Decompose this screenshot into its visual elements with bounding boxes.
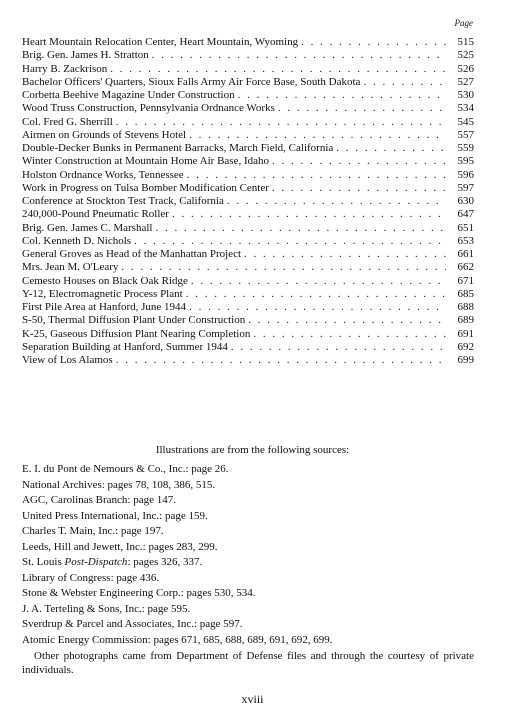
dot-leader	[253, 328, 446, 341]
dot-leader	[272, 182, 446, 195]
dot-leader	[238, 89, 446, 102]
illustration-title: Winter Construction at Mountain Home Air Base, Idaho	[22, 155, 270, 168]
illustration-page: 526	[457, 62, 474, 75]
dot-leader	[227, 195, 446, 208]
illustration-entry	[22, 314, 474, 327]
illustration-title: Col. Kenneth D. Nichols	[22, 234, 132, 247]
illustration-page: 595	[457, 155, 474, 168]
illustration-title: View of Los Alamos	[22, 354, 113, 366]
source-text: Charles T. Main, Inc.: page 197.	[22, 525, 164, 537]
illustration-page: 671	[457, 274, 474, 287]
illustration-page: 596	[457, 168, 474, 181]
illustration-entry	[22, 76, 474, 89]
source-entry	[22, 571, 477, 587]
source-entry	[22, 633, 477, 649]
illustration-page: 647	[457, 208, 474, 221]
illustration-title: Airmen on Grounds of Stevens Hotel	[22, 128, 187, 141]
illustration-entry	[22, 182, 474, 195]
page-number: xviii	[241, 692, 264, 706]
illustration-entry	[22, 129, 474, 142]
dot-leader	[121, 261, 446, 274]
source-text: E. I. du Pont de Nemours & Co., Inc.: page 26.	[22, 463, 229, 475]
source-entry	[22, 602, 477, 618]
illustration-page: 534	[457, 102, 474, 115]
illustration-entry	[22, 341, 474, 354]
illustration-entry	[22, 275, 474, 288]
illustration-title: Corbetta Beehive Magazine Under Construction	[22, 89, 235, 101]
dot-leader	[336, 142, 446, 155]
source-text: Library of Congress: page 436.	[22, 571, 160, 584]
sources-heading: Illustrations are from the following sources:	[155, 444, 350, 456]
illustration-page: 630	[457, 195, 474, 207]
dot-leader	[110, 63, 446, 76]
illustration-entry	[22, 208, 474, 221]
illustration-page: 692	[457, 340, 474, 353]
illustration-page: 653	[457, 234, 474, 247]
dot-leader	[191, 275, 446, 288]
illustration-title: Y-12, Electromagnetic Process Plant	[22, 287, 183, 300]
illustration-entry	[22, 36, 474, 49]
illustration-title: Holston Ordnance Works, Tennessee	[22, 168, 184, 181]
dot-leader	[248, 314, 446, 327]
dot-leader	[301, 36, 446, 49]
illustration-title: S-50, Thermal Diffusion Plant Under Construction	[22, 314, 246, 327]
illustration-entry	[22, 102, 474, 115]
dot-leader	[186, 288, 446, 301]
source-text: AGC, Carolinas Branch: page 147.	[22, 494, 176, 506]
source-text: Sverdrup & Parcel and Associates, Inc.: page 597.	[22, 618, 243, 630]
illustration-title: Bachelor Officers' Quarters, Sioux Falls Army Air Force Base, South Dakota	[22, 75, 361, 88]
illustration-title: Cemesto Houses on Black Oak Ridge	[22, 274, 188, 287]
source-text: National Archives: pages 78, 108, 386, 515.	[22, 478, 216, 491]
source-entry	[22, 524, 477, 540]
illustration-page: 545	[457, 115, 474, 128]
illustration-title: Brig. Gen. James H. Stratton	[22, 49, 149, 62]
illustration-page: 662	[457, 261, 474, 274]
illustration-page: 651	[457, 221, 474, 234]
illustration-title: Work in Progress on Tulsa Bomber Modification Center	[22, 181, 269, 194]
illustration-title: General Groves as Head of the Manhattan Project	[22, 248, 242, 260]
illustration-page: 515	[457, 36, 474, 48]
illustration-title: Conference at Stockton Test Track, California	[22, 195, 224, 207]
illustration-entry	[22, 301, 474, 314]
illustration-title: Col. Fred G. Sherrill	[22, 115, 113, 128]
illustration-entry	[22, 235, 474, 248]
illustration-title: Separation Building at Hanford, Summer 1944	[22, 340, 228, 353]
dot-leader	[231, 341, 446, 354]
source-entry	[22, 540, 477, 556]
illustration-title: Double-Decker Bunks in Permanent Barracks, March Field, California	[22, 142, 334, 154]
illustrations-list	[22, 36, 474, 367]
illustration-title: First Pile Area at Hanford, June 1944	[22, 301, 187, 313]
source-entry	[22, 493, 477, 509]
dot-leader	[116, 354, 446, 367]
illustration-page: 559	[457, 142, 474, 154]
dot-leader	[155, 222, 446, 235]
illustration-page: 699	[457, 354, 474, 366]
dot-leader	[187, 169, 446, 182]
source-text: J. A. Terteling & Sons, Inc.: page 595.	[22, 602, 191, 615]
dot-leader	[363, 76, 446, 89]
source-entry	[22, 586, 477, 602]
illustration-title: 240,000-Pound Pneumatic Roller	[22, 208, 169, 221]
dot-leader	[278, 102, 446, 115]
illustration-entry	[22, 195, 474, 208]
illustration-entry	[22, 261, 474, 274]
illustration-entry	[22, 328, 474, 341]
closing-note: Other photographs came from Department of Defense files and through the courtesy of private individuals.	[22, 650, 474, 676]
source-entry	[22, 617, 477, 633]
illustration-entry	[22, 248, 474, 261]
illustration-page: 685	[457, 287, 474, 300]
illustration-page: 661	[457, 248, 474, 260]
source-entry	[22, 509, 477, 525]
illustration-entry	[22, 169, 474, 182]
source-text: United Press International, Inc.: page 159.	[22, 509, 208, 522]
source-entry	[22, 555, 477, 571]
source-italic-title: Post-Dispatch	[64, 556, 128, 568]
illustration-entry	[22, 142, 474, 155]
dot-leader	[172, 208, 446, 221]
illustration-entry	[22, 155, 474, 168]
source-text: Atomic Energy Commission: pages 671, 685, 688, 689, 691, 692, 699.	[22, 633, 333, 646]
illustration-entry	[22, 89, 474, 102]
dot-leader	[152, 49, 446, 62]
illustration-title: Wood Truss Construction, Pennsylvania Ordnance Works	[22, 102, 275, 115]
source-text: : pages 326, 337.	[127, 556, 203, 568]
illustration-entry	[22, 63, 474, 76]
illustration-title: Mrs. Jean M. O'Leary	[22, 261, 119, 274]
sources-list	[22, 462, 477, 648]
illustration-title: Brig. Gen. James C. Marshall	[22, 221, 153, 234]
illustration-page: 525	[457, 49, 474, 62]
illustration-title: Heart Mountain Relocation Center, Heart Mountain, Wyoming	[22, 36, 299, 48]
dot-leader	[272, 155, 446, 168]
source-entry	[22, 478, 477, 494]
illustration-page: 530	[457, 89, 474, 101]
illustration-entry	[22, 354, 474, 367]
dot-leader	[189, 301, 446, 314]
illustration-page: 597	[457, 181, 474, 194]
dot-leader	[134, 235, 446, 248]
illustration-page: 527	[457, 75, 474, 88]
illustration-entry	[22, 222, 474, 235]
illustration-title: K-25, Gaseous Diffusion Plant Nearing Completion	[22, 327, 251, 340]
dot-leader	[189, 129, 446, 142]
illustration-title: Harry B. Zackrison	[22, 62, 108, 75]
dot-leader	[244, 248, 446, 261]
illustration-entry	[22, 49, 474, 62]
illustration-page: 557	[457, 128, 474, 141]
illustration-page: 688	[457, 301, 474, 313]
illustration-page: 691	[457, 327, 474, 340]
illustration-entry	[22, 288, 474, 301]
source-text: Leeds, Hill and Jewett, Inc.: pages 283, 299.	[22, 540, 218, 553]
source-text: Stone & Webster Engineering Corp.: pages 530, 534.	[22, 587, 256, 599]
page-column-header: Page	[454, 18, 473, 28]
illustration-page: 689	[457, 314, 474, 327]
source-text: St. Louis	[22, 556, 65, 568]
dot-leader	[116, 116, 446, 129]
source-entry	[22, 462, 477, 478]
illustration-entry	[22, 116, 474, 129]
